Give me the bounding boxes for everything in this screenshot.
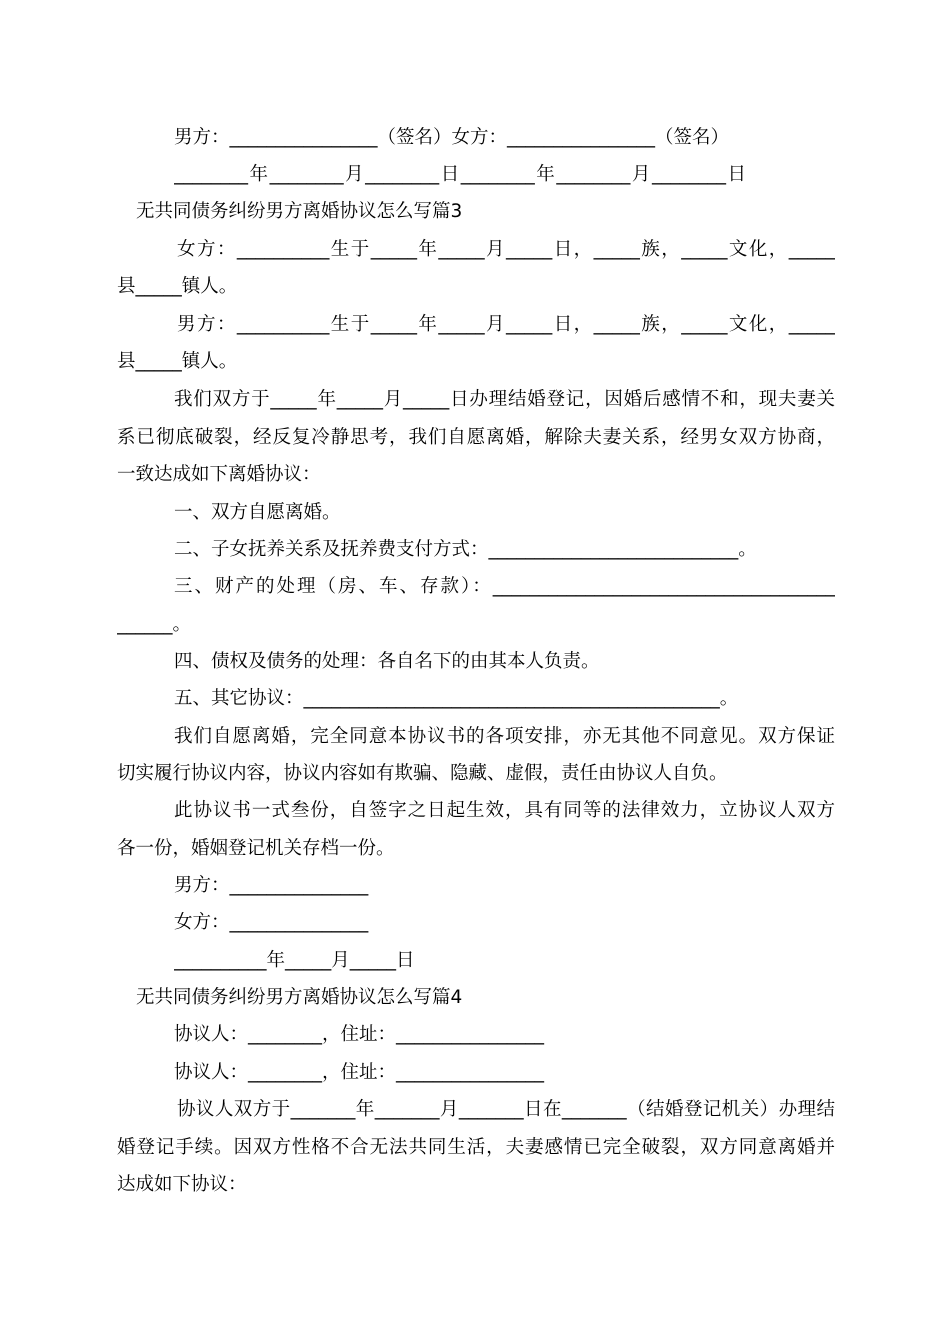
paragraph-3-line-2: 各一份，婚姻登记机关存档一份。 [117,838,395,859]
clause-1: 一、双方自愿离婚。 [174,502,341,523]
clause-2: 二、子女抚养关系及抚养费支付方式：___________________________。 [174,539,757,560]
clause-4: 四、债权及债务的处理：各自名下的由其本人负责。 [174,651,600,672]
male-info-line-2: 县_____镇人。 [117,351,238,372]
paragraph-1-line-3: 一致达成如下离婚协议： [117,464,321,485]
clause-3: 三、财产的处理（房、车、存款）：_____________________________________ [174,576,835,597]
paragraph-4-line-2: 婚登记手续。因双方性格不合无法共同生活，夫妻感情已完全破裂，双方同意离婚并 [117,1137,835,1158]
female-signature: 女方：_______________ [174,912,369,933]
party-line-2: 协议人：________，住址：________________ [174,1062,545,1083]
paragraph-3-line-1: 此协议书一式叁份，自签字之日起生效，具有同等的法律效力，立协议人双方 [174,800,835,821]
signing-date: __________年_____月_____日 [174,950,415,971]
section-heading-4: 无共同债务纠纷男方离婚协议怎么写篇4 [136,987,463,1008]
section-heading-3: 无共同债务纠纷男方离婚协议怎么写篇3 [136,201,463,222]
paragraph-4-line-1: 协议人双方于_______年_______月_______日在_______（结婚登记机关）办理结 [177,1099,835,1120]
paragraph-2-line-1: 我们自愿离婚，完全同意本协议书的各项安排，亦无其他不同意见。双方保证 [174,726,835,747]
party-line-1: 协议人：________，住址：________________ [174,1024,545,1045]
female-info-line: 女方：__________生于_____年_____月_____日，_____族，_____文化，_____ [177,239,835,260]
paragraph-1-line-2: 系已彻底破裂，经反复冷静思考，我们自愿离婚，解除夫妻关系，经男女双方协商， [117,427,835,448]
paragraph-4-line-3: 达成如下协议： [117,1174,247,1195]
signature-line-1: 男方：________________（签名）女方：________________（签名） [174,127,730,148]
male-info-line: 男方：__________生于_____年_____月_____日，_____族，_____文化，_____ [177,314,835,335]
clause-3-cont: ______。 [117,614,192,635]
male-signature: 男方：_______________ [174,875,369,896]
date-line-1: ________年________月________日________年________月________日 [174,164,746,185]
clause-5: 五、其它协议：_____________________________________________。 [174,688,739,709]
female-info-line-2: 县_____镇人。 [117,276,238,297]
paragraph-2-line-2: 切实履行协议内容，协议内容如有欺骗、隐藏、虚假，责任由协议人自负。 [117,763,728,784]
paragraph-1-line-1: 我们双方于_____年_____月_____日办理结婚登记，因婚后感情不和，现夫妻关 [174,389,835,410]
